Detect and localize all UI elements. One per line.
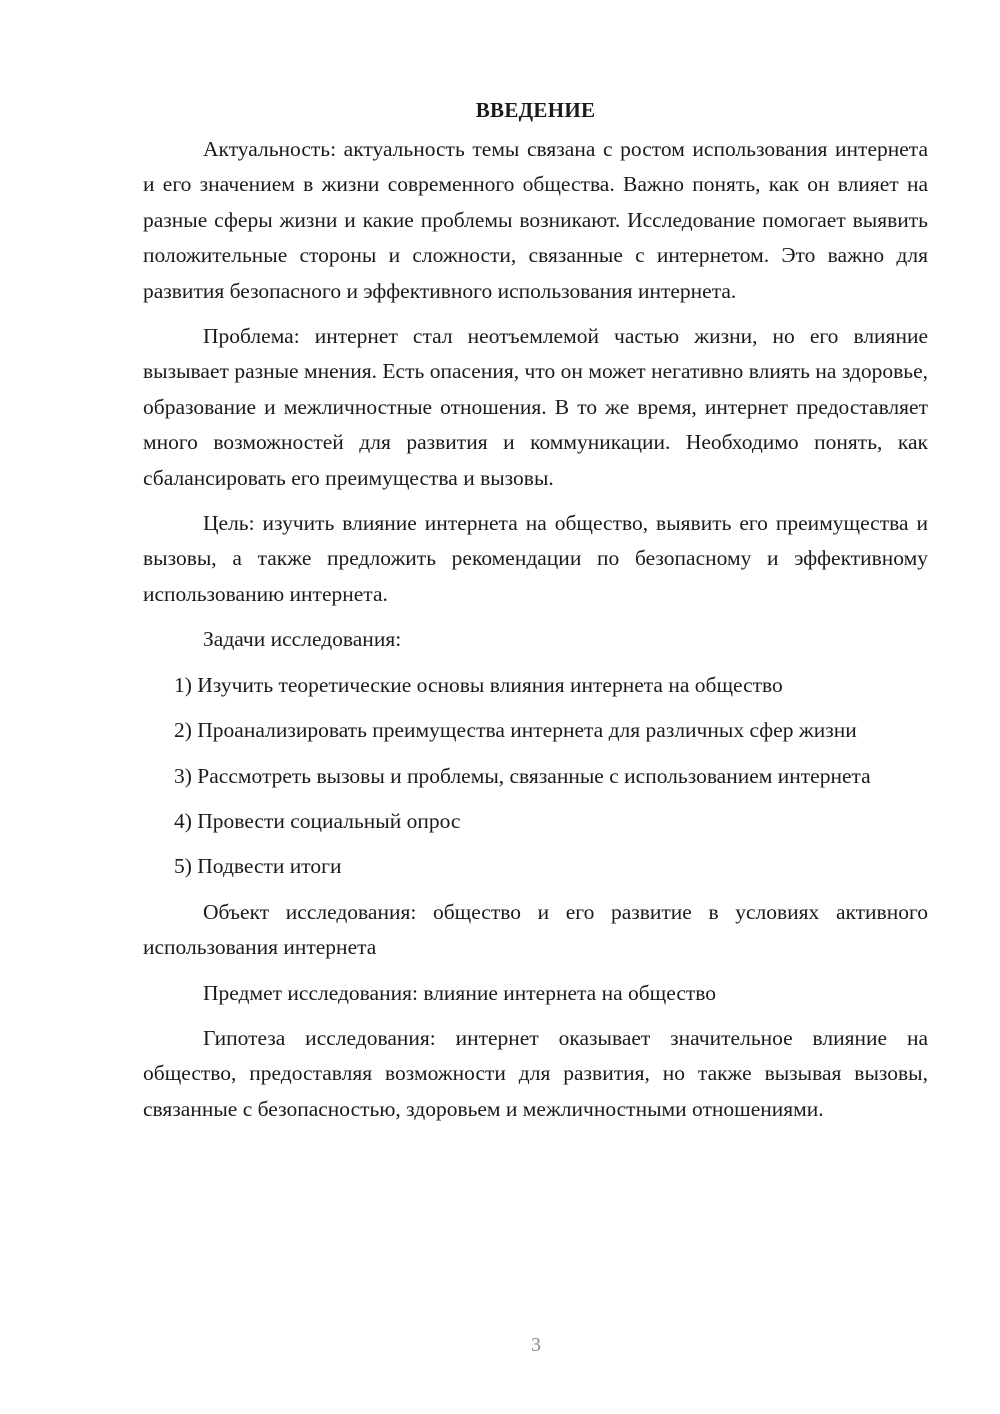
document-title: ВВЕДЕНИЕ — [475, 98, 596, 122]
task-item-4: 4) Провести социальный опрос — [174, 808, 461, 833]
problem-paragraph: Проблема: интернет стал неотъемлемой частью жизни, но его влияние вызывает разные мнения. Есть опасения, что он может негативно влиять на здоровье, образование и межличностные отношения. В то же время, интернет предоставляет много возможностей для развития и коммуникации. Необходимо понять, как сбалансировать его преимущества и вызовы. — [143, 324, 928, 490]
subject-paragraph: Предмет исследования: влияние интернета на общество — [203, 980, 717, 1005]
task-item-2: 2) Проанализировать преимущества интернета для различных сфер жизни — [174, 718, 857, 743]
hypothesis-paragraph: Гипотеза исследования: интернет оказывает значительное влияние на общество, предоставляя возможности для развития, но также вызывая вызовы, связанные с безопасностью, здоровьем и межличностными отношениями. — [143, 1025, 928, 1121]
task-item-5: 5) Подвести итоги — [174, 854, 342, 879]
task-item-3: 3) Рассмотреть вызовы и проблемы, связанные с использованием интернета — [174, 763, 871, 788]
tasks-heading: Задачи исследования: — [203, 627, 402, 652]
page-number: 3 — [531, 1334, 541, 1356]
relevance-paragraph: Актуальность: актуальность темы связана с ростом использования интернета и его значением в жизни современного общества. Важно понять, как он влияет на разные сферы жизни и какие проблемы возникают. Исследование помогает выявить положительные стороны и сложности, связанные с интернетом. Это важно для развития безопасного и эффективного использования интернета. — [143, 137, 928, 303]
goal-paragraph: Цель: изучить влияние интернета на общество, выявить его преимущества и вызовы, а также предложить рекомендации по безопасному и эффективному использованию интернета. — [143, 511, 928, 606]
document-page — [143, 93, 928, 1137]
object-paragraph: Объект исследования: общество и его развитие в условиях активного использования интернета — [143, 899, 928, 960]
task-item-1: 1) Изучить теоретические основы влияния интернета на общество — [174, 672, 783, 697]
